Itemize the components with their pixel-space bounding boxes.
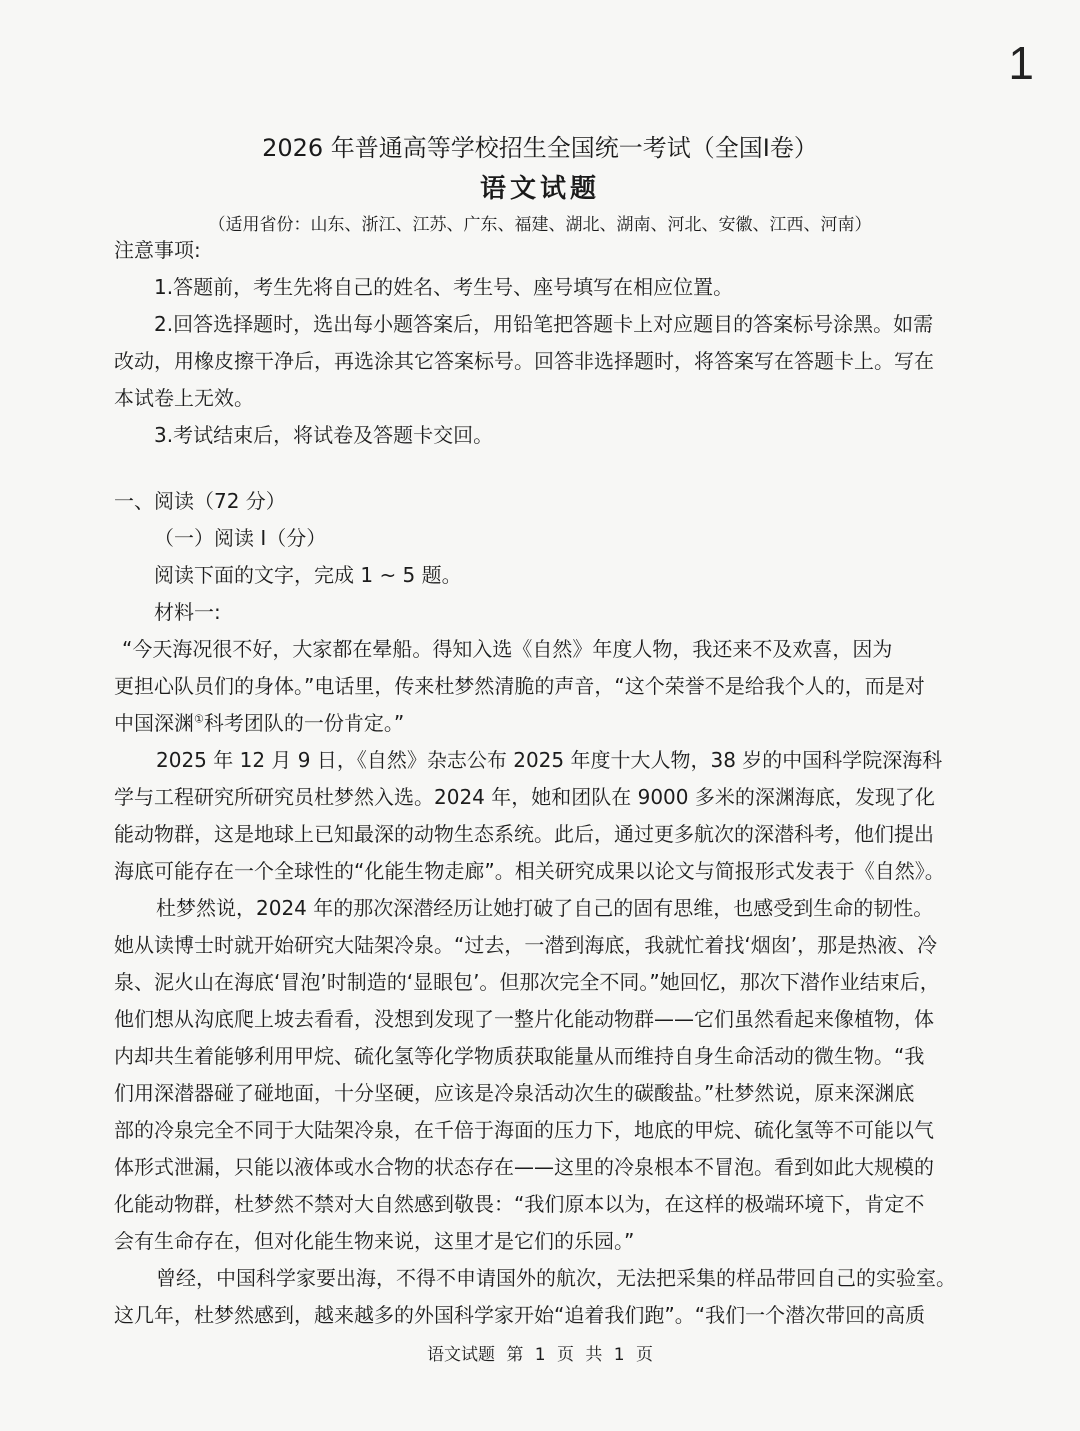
passage-line: 杜梦然说，2024 年的那次深潜经历让她打破了自己的固有思维，也感受到生命的韧性。	[156, 896, 934, 920]
passage-line: 们用深潜器碰了碰地面，十分坚硬，应该是冷泉活动次生的碳酸盐。”杜梦然说，原来深渊底	[114, 1081, 915, 1105]
note-item-2-line-1: 2.回答选择题时，选出每小题答案后，用铅笔把答题卡上对应题目的答案标号涂黑。如需	[154, 312, 934, 336]
page-footer: 语文试题 第 1 页 共 1 页	[426, 1345, 654, 1365]
section-heading: 一、阅读（72 分）	[114, 489, 286, 513]
reading-section	[114, 483, 974, 1334]
passage-line: 部的冷泉完全不同于大陆架冷泉，在千倍于海面的压力下，地底的甲烷、硫化氢等不可能以气	[114, 1118, 934, 1142]
note-item-3: 3.考试结束后，将试卷及答题卡交回。	[154, 423, 494, 447]
passage-line: 内却共生着能够利用甲烷、硫化氢等化学物质获取能量从而维持自身生命活动的微生物。“我	[114, 1044, 925, 1068]
passage-line: 更担心队员们的身体。”电话里，传来杜梦然清脆的声音，“这个荣誉不是给我个人的，而是对	[114, 674, 925, 698]
provinces-note: （适用省份：山东、浙江、江苏、广东、福建、湖北、湖南、河北、安徽、江西、河南）	[208, 215, 872, 235]
passage-text: 科考团队的一份肯定。”	[203, 711, 405, 735]
passage-line: 会有生命存在，但对化能生物来说，这里才是它们的乐园。”	[114, 1229, 635, 1253]
subject-title: 语文试题	[479, 174, 600, 204]
passage-line: 海底可能存在一个全球性的“化能生物走廊”。相关研究成果以论文与简报形式发表于《自然》。	[114, 859, 945, 883]
material-label: 材料一:	[154, 600, 221, 624]
note-item-2-line-3: 本试卷上无效。	[114, 386, 254, 410]
note-item-2-line-2: 改动，用橡皮擦干净后，再选涂其它答案标号。回答非选择题时，将答案写在答题卡上。写在	[114, 349, 934, 373]
passage-line: 化能动物群，杜梦然不禁对大自然感到敬畏：“我们原本以为，在这样的极端环境下，肯定不	[114, 1192, 925, 1216]
passage-line: 2025 年 12 月 9 日，《自然》杂志公布 2025 年度十大人物，38 岁的中国科学院深海科	[156, 748, 943, 772]
notes-section	[114, 232, 974, 454]
passage-line: 这几年，杜梦然感到，越来越多的外国科学家开始“追着我们跑”。“我们一个潜次带回的高质	[114, 1303, 926, 1327]
passage-line: 泉、泥火山在海底‘冒泡’时制造的‘显眼包’。但那次完全不同。”她回忆，那次下潜作业结束后，	[114, 970, 940, 994]
passage-text: 中国深渊	[114, 711, 194, 735]
note-item-1: 1.答题前，考生先将自己的姓名、考生号、座号填写在相应位置。	[154, 275, 734, 299]
exam-title: 2026 年普通高等学校招生全国统一考试（全国I卷）	[262, 134, 818, 162]
notes-heading: 注意事项:	[114, 238, 201, 262]
sub-section-heading: （一）阅读 I（分）	[154, 526, 327, 550]
passage-line: 体形式泄漏，只能以液体或水合物的状态存在——这里的冷泉根本不冒泡。看到如此大规模的	[114, 1155, 934, 1179]
footnote-marker: ①	[194, 712, 204, 726]
passage-line: 她从读博士时就开始研究大陆架冷泉。“过去，一潜到海底，我就忙着找‘烟囱’，那是热液、冷	[114, 933, 938, 957]
passage-line: 能动物群，这是地球上已知最深的动物生态系统。此后，通过更多航次的深潜科考，他们提出	[114, 822, 934, 846]
passage-line: “今天海况很不好，大家都在晕船。得知入选《自然》年度人物，我还来不及欢喜，因为	[122, 637, 893, 661]
passage-line: 学与工程研究所研究员杜梦然入选。2024 年，她和团队在 9000 多米的深渊海底，发现了化	[114, 785, 935, 809]
page-number: 1	[1008, 37, 1034, 89]
passage-line	[114, 705, 974, 742]
passage-line: 曾经，中国科学家要出海，不得不申请国外的航次，无法把采集的样品带回自己的实验室。	[156, 1266, 956, 1290]
passage-line: 他们想从沟底爬上坡去看看，没想到发现了一整片化能动物群——它们虽然看起来像植物，体	[114, 1007, 934, 1031]
instruction-text: 阅读下面的文字，完成 1 ~ 5 题。	[154, 563, 462, 587]
